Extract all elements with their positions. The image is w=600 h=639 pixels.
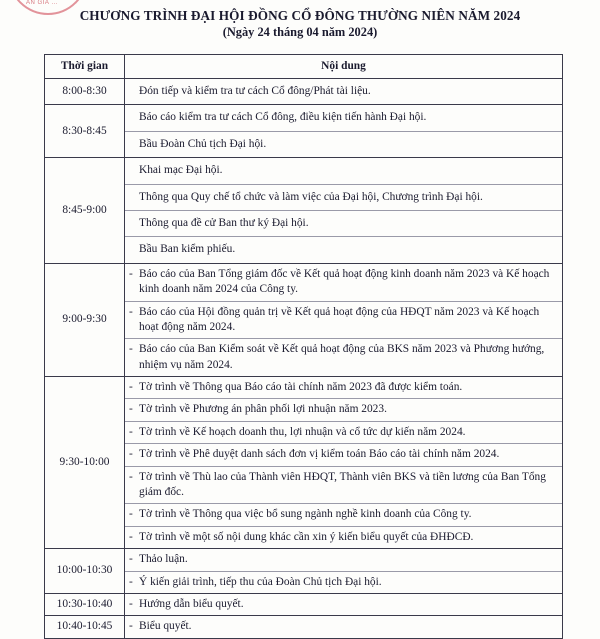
column-header-time: Thời gian	[45, 55, 125, 79]
agenda-item: - Báo cáo của Ban Kiểm soát về Kết quả hoạt động của BKS năm 2023 và Phương hướng, nhiệm vụ năm 2024.	[125, 339, 562, 376]
agenda-item: - Hướng dẫn biểu quyết.	[125, 594, 562, 615]
agenda-item: Khai mạc Đại hội.	[125, 158, 562, 184]
time-cell: 10:40-10:45	[45, 616, 125, 638]
content-cell	[125, 105, 563, 158]
time-cell: 9:00-9:30	[45, 263, 125, 376]
agenda-table	[44, 54, 563, 639]
time-cell: 10:30-10:40	[45, 593, 125, 615]
table-header-row	[45, 55, 563, 79]
agenda-item: - Biểu quyết.	[125, 616, 562, 637]
agenda-item: Bầu Đoàn Chủ tịch Đại hội.	[139, 137, 267, 150]
time-cell: 8:45-9:00	[45, 158, 125, 264]
agenda-item: - Ý kiến giải trình, tiếp thu của Đoàn Chủ tịch Đại hội.	[125, 572, 562, 593]
table-row	[45, 549, 563, 594]
time-cell: 9:30-10:00	[45, 377, 125, 549]
agenda-item: - Tờ trình về một số nội dung khác cần xin ý kiến biểu quyết của ĐHĐCĐ.	[125, 527, 562, 548]
agenda-item: - Thảo luận.	[125, 549, 562, 571]
agenda-item: - Báo cáo của Hội đồng quản trị về Kết quả hoạt động của HĐQT năm 2023 và Kế hoạch hoạt động năm 2024.	[125, 302, 562, 340]
table-row	[45, 593, 563, 615]
table-row	[45, 79, 563, 105]
agenda-item: - Tờ trình về Thông qua Báo cáo tài chính năm 2023 đã được kiểm toán.	[125, 377, 562, 399]
time-cell: 8:00-8:30	[45, 79, 125, 105]
content-cell	[125, 616, 563, 638]
content-cell	[125, 263, 563, 376]
document-header	[0, 8, 600, 40]
agenda-item: Báo cáo kiểm tra tư cách Cổ đông, điều kiện tiến hành Đại hội.	[125, 105, 562, 131]
table-row	[45, 158, 563, 264]
agenda-item: Bầu Ban kiểm phiếu.	[139, 243, 236, 256]
agenda-item: Thông qua Quy chế tổ chức và làm việc của Đại hội, Chương trình Đại hội.	[125, 185, 562, 211]
content-cell	[125, 158, 563, 264]
page-title: CHƯƠNG TRÌNH ĐẠI HỘI ĐỒNG CỔ ĐÔNG THƯỜNG NIÊN NĂM 2024	[79, 8, 521, 23]
content-cell	[125, 377, 563, 549]
table-row	[45, 263, 563, 376]
agenda-item: - Tờ trình về Phê duyệt danh sách đơn vị kiểm toán Báo cáo tài chính năm 2024.	[125, 444, 562, 466]
agenda-item: - Tờ trình về Kế hoạch doanh thu, lợi nhuận và cổ tức dự kiến năm 2024.	[125, 422, 562, 444]
agenda-item: Thông qua đề cử Ban thư ký Đại hội.	[125, 211, 562, 237]
agenda-item: Đón tiếp và kiểm tra tư cách Cổ đông/Phát tài liệu.	[139, 85, 371, 97]
table-row	[45, 105, 563, 158]
column-header-content: Nội dung	[125, 55, 563, 79]
seal-text: ẤN GIÁ ...	[26, 0, 59, 6]
content-cell	[125, 549, 563, 594]
agenda-item: - Tờ trình về Thù lao của Thành viên HĐQT, Thành viên BKS và tiền lương của Ban Tổng giám đốc.	[125, 467, 562, 505]
agenda-item: - Tờ trình về Phương án phân phối lợi nhuận năm 2023.	[125, 399, 562, 421]
content-cell	[125, 593, 563, 615]
content-cell	[125, 79, 563, 105]
agenda-item: - Tờ trình về Thông qua việc bổ sung ngành nghề kinh doanh của Công ty.	[125, 504, 562, 526]
page-subtitle: (Ngày 24 tháng 04 năm 2024)	[222, 25, 378, 39]
time-cell: 8:30-8:45	[45, 105, 125, 158]
time-cell: 10:00-10:30	[45, 549, 125, 594]
table-row	[45, 377, 563, 549]
table-row	[45, 616, 563, 638]
agenda-item: - Báo cáo của Ban Tổng giám đốc về Kết quả hoạt động kinh doanh năm 2023 và Kế hoạch kinh doanh năm 2024 của Công ty.	[125, 264, 562, 302]
